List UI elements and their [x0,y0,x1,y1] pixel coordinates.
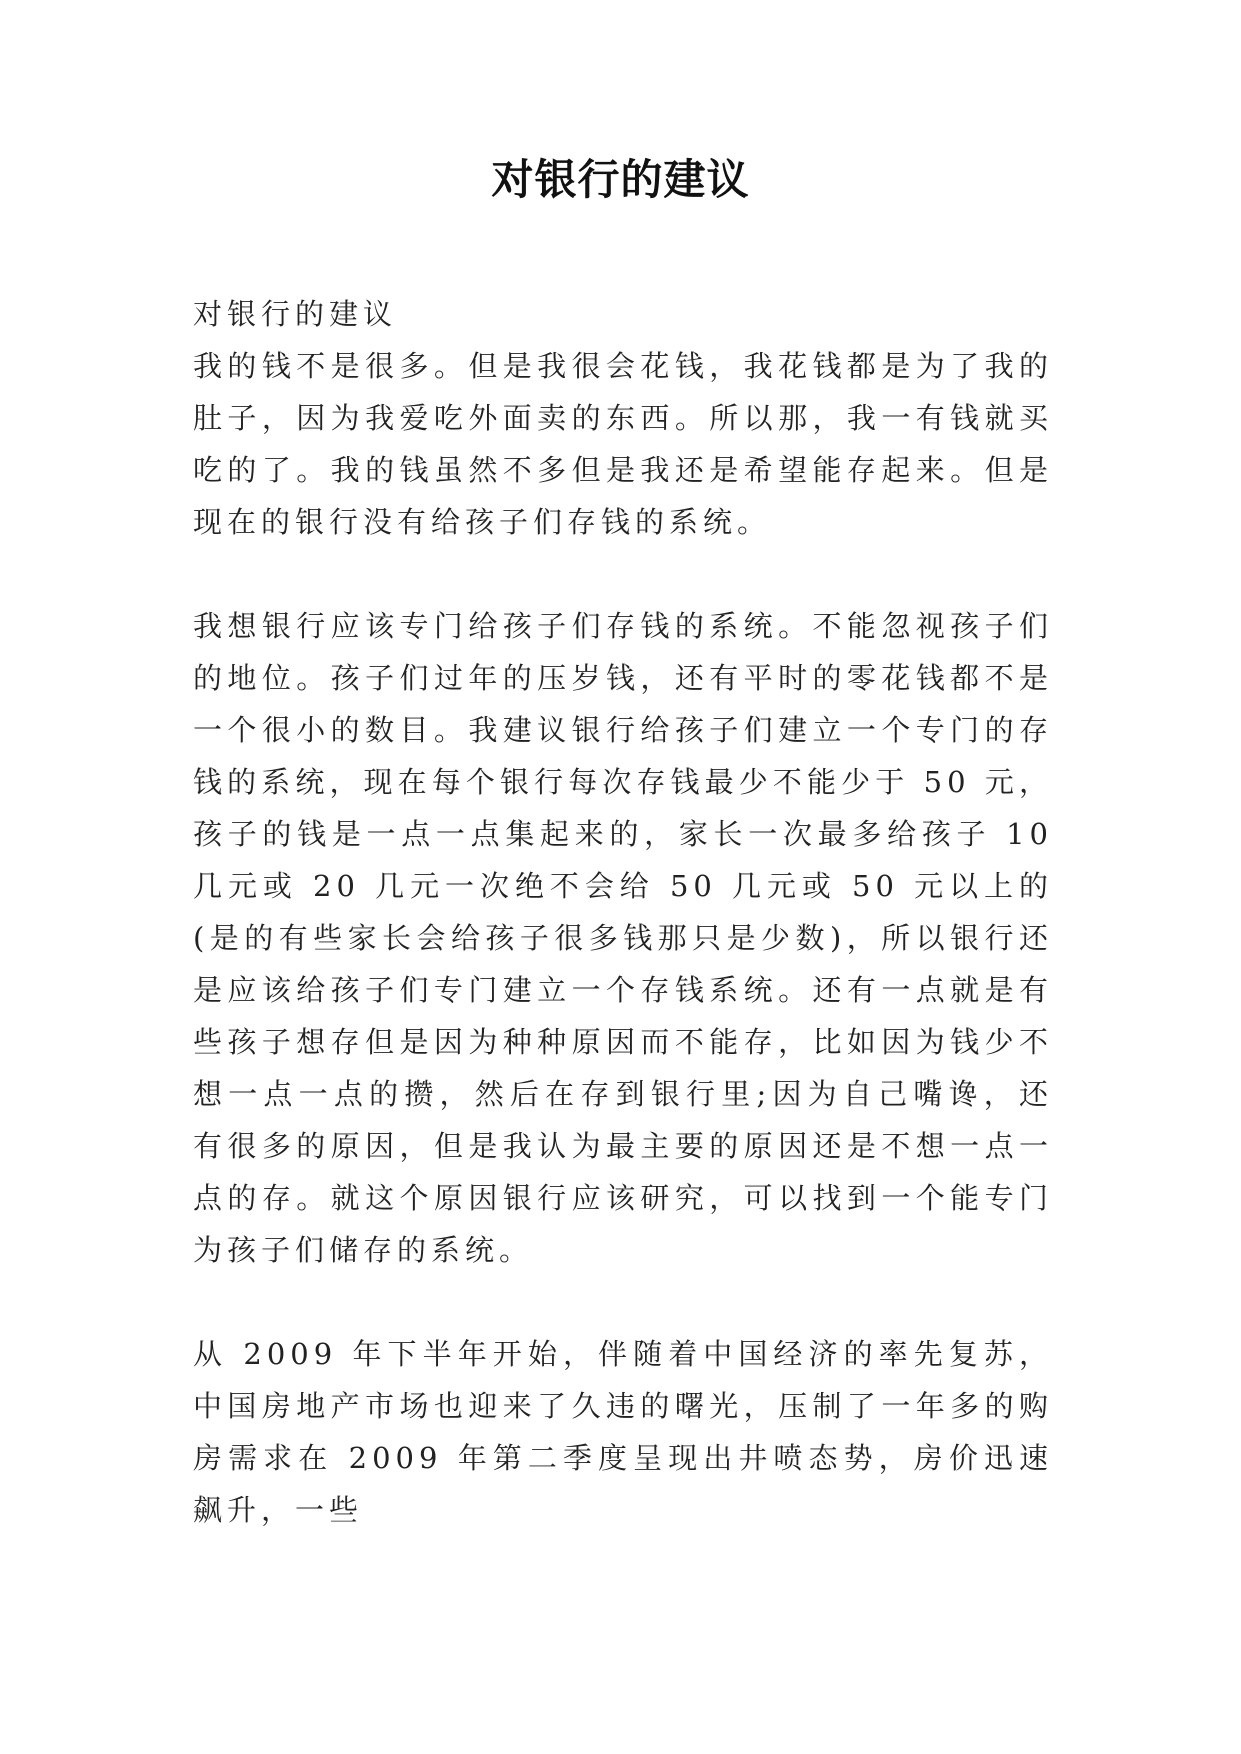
document-body [193,288,1053,1536]
paragraph-spacer [193,1276,1053,1328]
paragraph-1: 我的钱不是很多。但是我很会花钱，我花钱都是为了我的肚子，因为我爱吃外面卖的东西。所以那，我一有钱就买吃的了。我的钱虽然不多但是我还是希望能存起来。但是现在的银行没有给孩子们存钱的系统。 [193,349,1053,539]
document-title: 对银行的建议 [491,155,750,204]
paragraph-3: 从 2009 年下半年开始，伴随着中国经济的率先复苏，中国房地产市场也迎来了久违的曙光，压制了一年多的购房需求在 2009 年第二季度呈现出井喷态势，房价迅速飙升，一些 [193,1337,1053,1527]
paragraph-spacer [193,548,1053,600]
paragraph-2: 我想银行应该专门给孩子们存钱的系统。不能忽视孩子们的地位。孩子们过年的压岁钱，还有平时的零花钱都不是一个很小的数目。我建议银行给孩子们建立一个专门的存钱的系统，现在每个银行每次存钱最少不能少于 50 元，孩子的钱是一点一点集起来的，家长一次最多给孩子 10 几元或 20 几元一次绝不会给 50 几元或 50 元以上的(是的有些家长会给孩子很多钱那只是少数)，所以银行还是应该给孩子们专门建立一个存钱系统。还有一点就是有些孩子想存但是因为种种原因而不能存，比如因为钱少不想一点一点的攒，然后在存到银行里;因为自己嘴谗，还有很多的原因，但是我认为最主要的原因还是不想一点一点的存。就这个原因银行应该研究，可以找到一个能专门为孩子们储存的系统。 [193,609,1053,1267]
heading-line: 对银行的建议 [193,297,398,331]
